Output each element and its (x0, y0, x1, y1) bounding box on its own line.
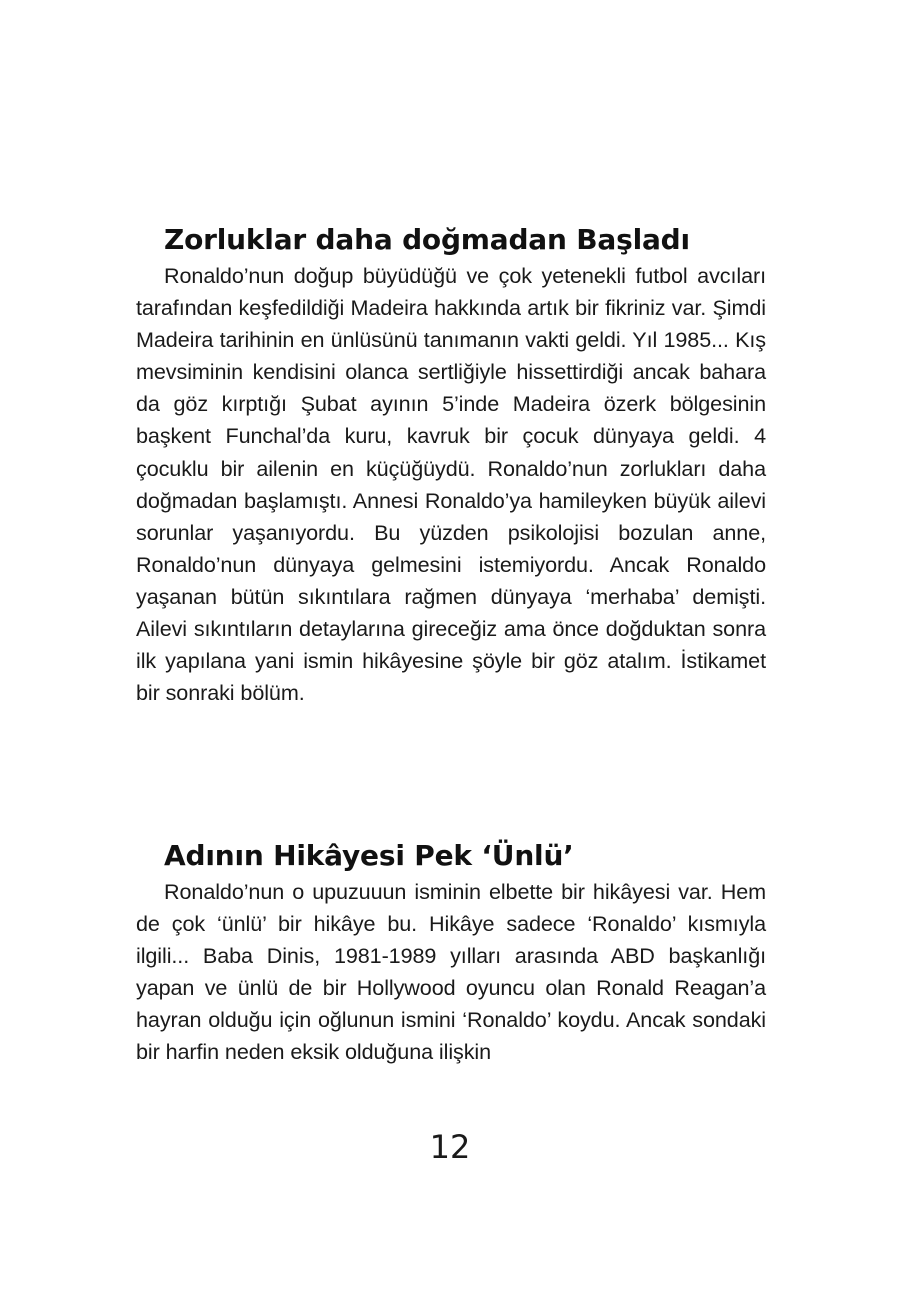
section-difficulties (136, 220, 766, 709)
section-heading: Zorluklar daha doğmadan Başladı (164, 223, 690, 256)
section-paragraph: Ronaldo’nun doğup büyüdüğü ve çok yetenekli futbol avcıları tarafından keşfedildiği Madeira hakkında artık bir fikriniz var. Şimdi Madeira tarihinin en ünlüsünü tanımanın vakti geldi. Yıl 1985... Kış mevsiminin kendisini olanca sertliğiyle hissettirdiği ancak bahara da göz kırptığı Şubat ayının 5’inde Madeira özerk bölgesinin başkent Funchal’da kuru, kavruk bir çocuk dünyaya geldi. 4 çocuklu bir ailenin en küçüğüydü. Ronaldo’nun zorlukları daha doğmadan başlamıştı. Annesi Ronaldo’ya hamileyken büyük ailevi sorunlar yaşanıyordu. Bu yüzden psikolojisi bozulan anne, Ronaldo’nun dünyaya gelmesini istemiyordu. Ancak Ronaldo yaşanan bütün sıkıntılara rağmen dünyaya ‘merhaba’ demişti. Ailevi sıkıntıların detaylarına gireceğiz ama önce doğduktan sonra ilk yapılana yani ismin hikâyesine şöyle bir göz atalım. İstikamet bir sonraki bölüm. (136, 263, 766, 706)
section-paragraph: Ronaldo’nun o upuzuuun isminin elbette bir hikâyesi var. Hem de çok ‘ünlü’ bir hikâye bu. Hikâye sadece ‘Ronaldo’ kısmıyla ilgili... Baba Dinis, 1981-1989 yılları arasında ABD başkanlığı yapan ve ünlü de bir Hollywood oyuncu olan Ronald Reagan’a hayran olduğu için oğlunun ismini ‘Ronaldo’ koydu. Ancak sondaki bir harfin neden eksik olduğuna ilişkin (136, 879, 766, 1065)
page-number: 12 (429, 1128, 471, 1166)
section-name-story (136, 836, 766, 1069)
section-heading: Adının Hikâyesi Pek ‘Ünlü’ (164, 839, 574, 872)
